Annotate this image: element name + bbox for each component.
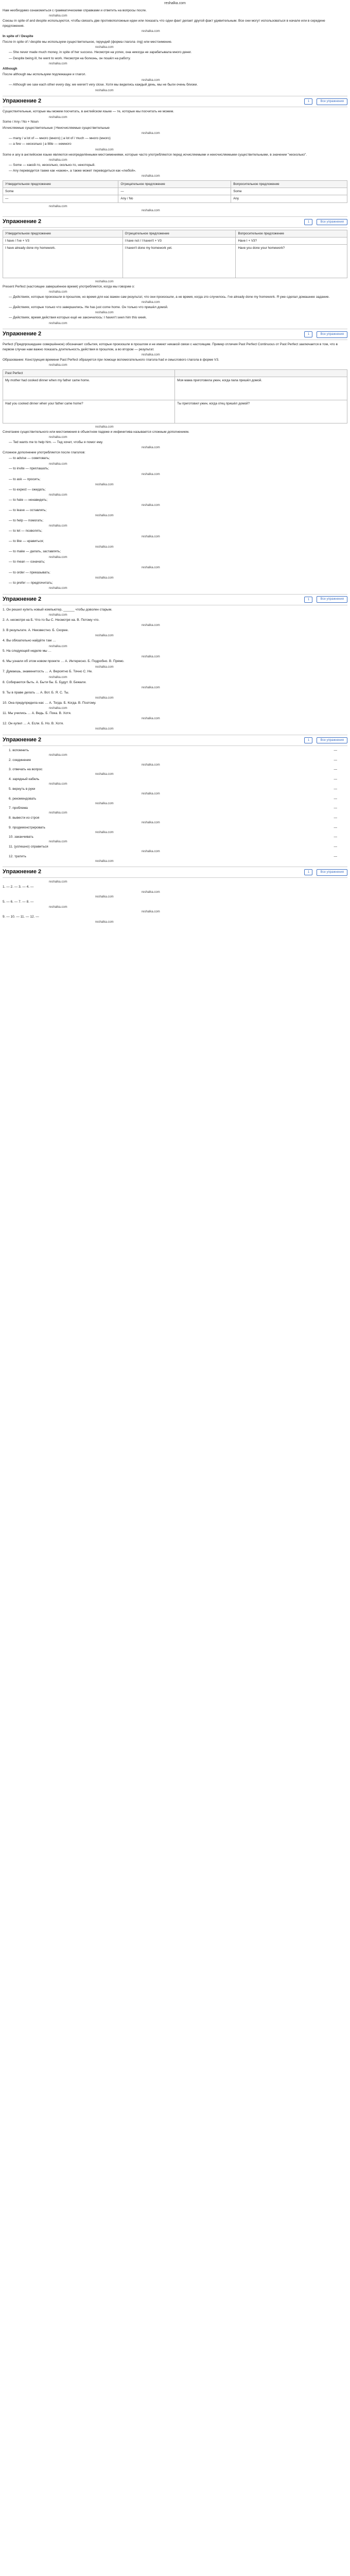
section-title: Упражнение 2 <box>3 737 42 743</box>
verb-item: — to like — нравиться; <box>9 539 44 544</box>
block4-line: Сложное дополнение употребляется после глаголов: <box>3 450 85 454</box>
like-button[interactable]: 1 <box>304 869 312 875</box>
exercise-term: 3. отвечать на вопрос <box>9 768 43 772</box>
watermark: reshalka.com <box>95 895 114 899</box>
exercise-item: 7. Думаешь, знаменитость … А. Вероятно Б. Точно С. Не. <box>3 670 93 674</box>
watermark: reshalka.com <box>142 132 160 135</box>
grammar-table-3 <box>3 369 347 423</box>
exercise-item: 10. Она предупредила нас … А. Тогда. Б. Когда. В. Поэтому. <box>3 701 96 705</box>
watermark: reshalka.com <box>142 175 160 178</box>
table-header: Отрицательное предложение <box>118 181 231 188</box>
exercise-row <box>3 748 347 753</box>
table-header: Past Perfect <box>3 369 175 377</box>
table-cell: — <box>118 188 231 195</box>
exercise-term: 6. рекомендовать <box>9 796 37 801</box>
table-cell: Моя мама приготовила ужин, когда папа пришёл домой. <box>175 377 347 400</box>
watermark: reshalka.com <box>49 14 67 18</box>
table-header: Утвердительное предложение <box>3 181 118 188</box>
watermark: reshalka.com <box>49 158 67 162</box>
like-button[interactable]: 1 <box>304 331 312 337</box>
watermark: reshalka.com <box>142 78 160 82</box>
intro-line: — Although we saw each other every day, we weren't very close. Хотя мы виделись каждый день, мы не были очень близки. <box>9 83 198 87</box>
section-title: Упражнение 2 <box>3 869 42 875</box>
table-cell: I have not / I haven't + V3 <box>122 238 236 245</box>
exercise-item: 9. — 10. — 11. — 12. — <box>3 914 39 919</box>
block3-line: Образование: Конструкция времени Past Perfect образуется при помощи вспомогательного глагола had и смыслового глагола в форме V3. <box>3 358 219 362</box>
grammar-table-1 <box>3 180 347 202</box>
section-header <box>3 594 347 605</box>
watermark: reshalka.com <box>95 665 114 669</box>
exercise-answer: — <box>334 768 337 772</box>
table-header: Вопросительное предложение <box>236 230 347 237</box>
exercise-3 <box>3 880 347 924</box>
exercise-answer: — <box>334 777 337 782</box>
exercise-term: 11. (успешно) справиться <box>9 844 48 849</box>
section-header <box>3 735 347 746</box>
table-header <box>175 369 347 377</box>
table-cell: Have I + V3? <box>236 238 347 245</box>
watermark: reshalka.com <box>49 783 67 786</box>
verb-item: — to hate — ненавидеть; <box>9 498 48 502</box>
like-button[interactable]: 1 <box>304 219 312 225</box>
watermark: reshalka.com <box>142 472 160 476</box>
table-row <box>3 238 347 245</box>
watermark: reshalka.com <box>49 524 67 528</box>
table-cell: Any / No <box>118 195 231 202</box>
section-header <box>3 329 347 340</box>
intro-line: После although мы используем подлежащее и глагол. <box>3 73 86 77</box>
exercise-item: 9. Ты в праве делать … А. Вот. Б. Я. С. Ты. <box>3 690 69 694</box>
exercise-term: 7. проблема <box>9 806 28 810</box>
table-cell: Some <box>231 188 347 195</box>
watermark: reshalka.com <box>95 921 114 924</box>
verb-item: — to let — позволять; <box>9 529 42 533</box>
watermark: reshalka.com <box>95 634 114 638</box>
section-title: Упражнение 2 <box>3 218 42 225</box>
watermark: reshalka.com <box>142 624 160 628</box>
all-exercises-button[interactable]: Все упражнения <box>317 596 347 603</box>
exercise-1 <box>3 607 347 732</box>
grammar-table-2 <box>3 230 347 278</box>
section-title: Упражнение 2 <box>3 331 42 337</box>
all-exercises-button[interactable]: Все упражнения <box>317 219 347 226</box>
verb-item: — to mean — означать; <box>9 560 45 564</box>
verb-list <box>3 456 347 590</box>
exercise-item: 1. — 2. — 3. — 4. — <box>3 885 34 889</box>
section-header <box>3 216 347 228</box>
watermark: reshalka.com <box>95 514 114 518</box>
block4-line: — Ted wants me to help him. — Тед хочет, чтобы я помог ему. <box>9 440 103 444</box>
watermark: reshalka.com <box>142 717 160 721</box>
watermark: reshalka.com <box>95 426 114 429</box>
table-cell: Some <box>3 188 118 195</box>
block2 <box>3 284 347 326</box>
exercise-item: 5. На следующей неделе мы … <box>3 649 52 653</box>
all-exercises-button[interactable]: Все упражнения <box>317 869 347 876</box>
watermark: reshalka.com <box>49 707 67 710</box>
exercise-item: 4. Вы обязательно найдёте там … <box>3 639 56 643</box>
like-button[interactable]: 1 <box>304 597 312 603</box>
watermark: reshalka.com <box>49 645 67 648</box>
table-row <box>3 400 347 423</box>
block1-line: Исчисляемые существительные | Неисчисляемые существительные <box>3 126 110 130</box>
watermark: reshalka.com <box>95 802 114 805</box>
exercise-answer: — <box>334 835 337 839</box>
watermark: reshalka.com <box>95 483 114 487</box>
watermark: reshalka.com <box>95 46 114 49</box>
exercise-answer: — <box>334 825 337 829</box>
watermark: reshalka.com <box>142 655 160 658</box>
watermark: reshalka.com <box>142 209 160 213</box>
exercise-term: 9. продемонстрировать <box>9 825 45 829</box>
watermark: reshalka.com <box>142 29 160 33</box>
exercise-answer: — <box>334 854 337 858</box>
exercise-answer: — <box>334 758 337 762</box>
intro <box>3 8 347 93</box>
exercise-term: 4. зарядный кабель <box>9 777 40 782</box>
watermark: reshalka.com <box>95 148 114 151</box>
watermark: reshalka.com <box>49 880 67 884</box>
watermark: reshalka.com <box>49 62 67 66</box>
verb-item: — to prefer — предпочитать; <box>9 581 53 585</box>
exercise-row <box>3 835 347 840</box>
watermark: reshalka.com <box>49 587 67 590</box>
site-header <box>0 0 350 8</box>
watermark: reshalka.com <box>95 773 114 776</box>
watermark: reshalka.com <box>49 462 67 466</box>
watermark: reshalka.com <box>142 535 160 538</box>
table-cell: I haven't done my homework yet. <box>122 245 236 278</box>
exercise-row <box>3 854 347 859</box>
all-exercises-button[interactable]: Все упражнения <box>317 737 347 744</box>
exercise-row <box>3 796 347 802</box>
exercise-answer: — <box>334 749 337 753</box>
watermark: reshalka.com <box>49 205 67 208</box>
exercise-item: 1. Он решил купить новый компьютер, ______ чтобы доволен старым. <box>3 607 112 612</box>
watermark: reshalka.com <box>95 859 114 863</box>
watermark: reshalka.com <box>49 614 67 617</box>
table-cell: Ты приготовил ужин, когда отец пришёл домой? <box>175 400 347 423</box>
watermark: reshalka.com <box>49 115 67 119</box>
watermark: reshalka.com <box>142 763 160 767</box>
exercise-term: 2. соединение <box>9 758 31 762</box>
table-header: Утвердительное предложение <box>3 230 123 237</box>
block1 <box>3 109 347 179</box>
block2-line: — Действиях, которые произошли в прошлом, но время для нас важен сам результат, что они произошли, а не время, когда это случилось. I've already done my homework. Я уже сделал домашнее задание. <box>9 295 330 299</box>
exercise-item: 2. А. несмотря на Б. Что-то бы С. Несмотря на. В. Потому что. <box>3 618 100 622</box>
watermark: reshalka.com <box>95 577 114 580</box>
watermark: reshalka.com <box>142 792 160 795</box>
exercise-term: 1. вспомнить <box>9 749 29 753</box>
block1-line: — a few — несколько | a little — немного <box>9 142 72 146</box>
exercise-item: 8. Собираются быть. А. Быти бы. Б. Будут. В. Бежали. <box>3 680 86 684</box>
watermark: reshalka.com <box>142 821 160 824</box>
exercise-item: 12. Он купил … А. Если. Б. Но. В. Хотя. <box>3 722 64 725</box>
table-row <box>3 188 347 195</box>
watermark: reshalka.com <box>49 754 67 757</box>
verb-item: — to expect — ожидать; <box>9 487 46 492</box>
watermark: reshalka.com <box>142 566 160 569</box>
watermark: reshalka.com <box>49 906 67 909</box>
exercise-row <box>3 844 347 850</box>
watermark: reshalka.com <box>142 504 160 507</box>
exercise-item: 3. В результате. А. Неизвестно. Б. Скорее. <box>3 629 69 633</box>
exercise-answer: — <box>334 787 337 791</box>
table-header: Вопросительное предложение <box>231 181 347 188</box>
intro-line: Союзы in spite of and despite используются, чтобы связать две противоположные идеи или показать что одни факт делает другой факт удивительным. Все они могут использоваться в начале или в середине предложения. <box>3 19 325 28</box>
watermark: reshalka.com <box>49 321 67 325</box>
section-title: Упражнение 2 <box>3 596 42 602</box>
verb-item: — to order — приказывать; <box>9 570 50 574</box>
block1-line: Some / Any / No + Noun <box>3 120 39 124</box>
watermark: reshalka.com <box>142 446 160 450</box>
table-row <box>3 245 347 278</box>
watermark: reshalka.com <box>142 910 160 913</box>
table-row <box>3 195 347 202</box>
all-exercises-button[interactable]: Все упражнения <box>317 98 347 105</box>
block1-line: — many / a lot of — много (много) | a lot of / much — много (много) <box>9 136 111 140</box>
watermark: reshalka.com <box>95 545 114 549</box>
site-name: reshalka.com <box>164 2 186 5</box>
watermark: reshalka.com <box>142 301 160 304</box>
block1-line: — Some — какой-то, несколько, сколько-то, некоторый. <box>9 163 96 167</box>
exercise-row <box>3 787 347 792</box>
verb-item: — to help — помогать; <box>9 519 44 523</box>
like-button[interactable]: 1 <box>304 737 312 743</box>
block2-line: — Действиях, время действия которых ещё не закончилось: I haven't seen him this week. <box>9 316 147 320</box>
watermark: reshalka.com <box>49 811 67 815</box>
table-cell: I have already done my homework. <box>3 245 123 278</box>
block4 <box>3 430 347 455</box>
section-header <box>3 867 347 878</box>
intro-line: Нам необходимо ознакомиться с грамматическими справками и ответить на вопросы после. <box>3 9 147 12</box>
intro-heading: Although <box>3 66 18 71</box>
exercise-row <box>3 758 347 763</box>
exercise-row <box>3 806 347 811</box>
verb-item: — to ask — просить; <box>9 477 41 481</box>
table-cell: Any <box>231 195 347 202</box>
exercise-term: 12. тратить <box>9 854 26 858</box>
verb-item: — to leave — оставлять; <box>9 508 47 512</box>
exercise-item: 5. — 6. — 7. — 8. — <box>3 900 34 904</box>
block3-line: Perfect (Предпрошедшее совершённое) обозначает события, которые произошли в прошлом и не имеют никакой связи с настоящим. Пример отличия Past Perfect Continuous от Past Perfect заключается в том, что в первом случае нам важно показать длительность действия в прошлом, а во втором — результат. <box>3 343 338 351</box>
all-exercises-button[interactable]: Все упражнения <box>317 331 347 338</box>
watermark: reshalka.com <box>49 291 67 294</box>
table-cell: Had you cooked dinner when your father came home? <box>3 400 175 423</box>
block4-line: Сочетание существительного или местоимения в объектном падеже и инфинитива называется сложным дополнением. <box>3 430 189 434</box>
block1-line: Существительные, которые мы можем посчитать, в английском языке — те, которые мы посчитать не можем. <box>3 110 174 114</box>
table-cell: I have / I've + V3 <box>3 238 123 245</box>
like-button[interactable]: 1 <box>304 98 312 105</box>
watermark: reshalka.com <box>142 353 160 357</box>
block2-line: Present Perfect (настоящее завершённое время) употребляется, когда мы говорим о: <box>3 284 135 289</box>
table-cell: — <box>3 195 118 202</box>
exercise-row <box>3 777 347 782</box>
intro-line: — Despite being ill, he went to work. Несмотря на болезнь, он пошёл на работу. <box>9 56 131 60</box>
exercise-term: 10. заканчивать <box>9 835 33 839</box>
intro-line: После in spite of / despite мы используем существительное, герундий (форма глагола -ing) или местоимение. <box>3 40 172 44</box>
watermark: reshalka.com <box>49 364 67 367</box>
watermark: reshalka.com <box>95 89 114 92</box>
watermark: reshalka.com <box>95 727 114 731</box>
watermark: reshalka.com <box>49 494 67 497</box>
watermark: reshalka.com <box>49 840 67 844</box>
exercise-row <box>3 767 347 772</box>
exercise-2 <box>3 748 347 863</box>
section-title: Упражнение 2 <box>3 98 42 105</box>
intro-line: — She never made much money, in spite of her success. Несмотря на успех, она никогда не зарабатывала много денег. <box>9 50 192 55</box>
watermark: reshalka.com <box>95 697 114 700</box>
table-cell: My mother had cooked dinner when my father came home. <box>3 377 175 400</box>
watermark: reshalka.com <box>95 280 114 284</box>
watermark: reshalka.com <box>49 675 67 679</box>
intro-heading: In spite of / Despite <box>3 34 33 38</box>
watermark: reshalka.com <box>95 831 114 834</box>
exercise-answer: — <box>334 844 337 849</box>
watermark: reshalka.com <box>95 311 114 315</box>
watermark: reshalka.com <box>49 555 67 559</box>
block2-line: — Действиях, которые только что завершились. He has just come home. Он только что пришёл домой. <box>9 306 168 310</box>
watermark: reshalka.com <box>142 686 160 689</box>
exercise-term: 5. вернуть в руки <box>9 787 36 791</box>
table-cell: Have you done your homework? <box>236 245 347 278</box>
block1-line: Some и any в английском языке являются неопределёнными местоимениями, которые часто употребляются перед исчисляемыми и неисчисляемыми существительными, в значении "несколько". <box>3 152 307 157</box>
exercise-answer: — <box>334 806 337 810</box>
watermark: reshalka.com <box>142 891 160 894</box>
verb-item: — to advise — советовать; <box>9 456 50 461</box>
exercise-answer: — <box>334 816 337 820</box>
watermark: reshalka.com <box>49 436 67 439</box>
exercise-row <box>3 816 347 821</box>
block3 <box>3 342 347 368</box>
exercise-answer: — <box>334 796 337 801</box>
block1-line: — Any переводится также как «какие», а также может переводиться как «любой». <box>9 169 136 173</box>
exercise-term: 8. вывести из строя <box>9 816 40 820</box>
watermark: reshalka.com <box>142 850 160 853</box>
table-header: Отрицательное предложение <box>122 230 236 237</box>
table-row <box>3 377 347 400</box>
exercise-item: 11. Мы учились … А. Ведь. Б. Пока. В. Хотя. <box>3 711 72 715</box>
exercise-row <box>3 825 347 831</box>
verb-item: — to invite — приглашать; <box>9 467 49 471</box>
section-header <box>3 96 347 107</box>
exercise-item: 6. Мы узнали об этом новом проекте … А. Интересно. Б. Подробно. В. Прямо. <box>3 659 125 664</box>
verb-item: — to make — делать, заставлять; <box>9 550 61 554</box>
